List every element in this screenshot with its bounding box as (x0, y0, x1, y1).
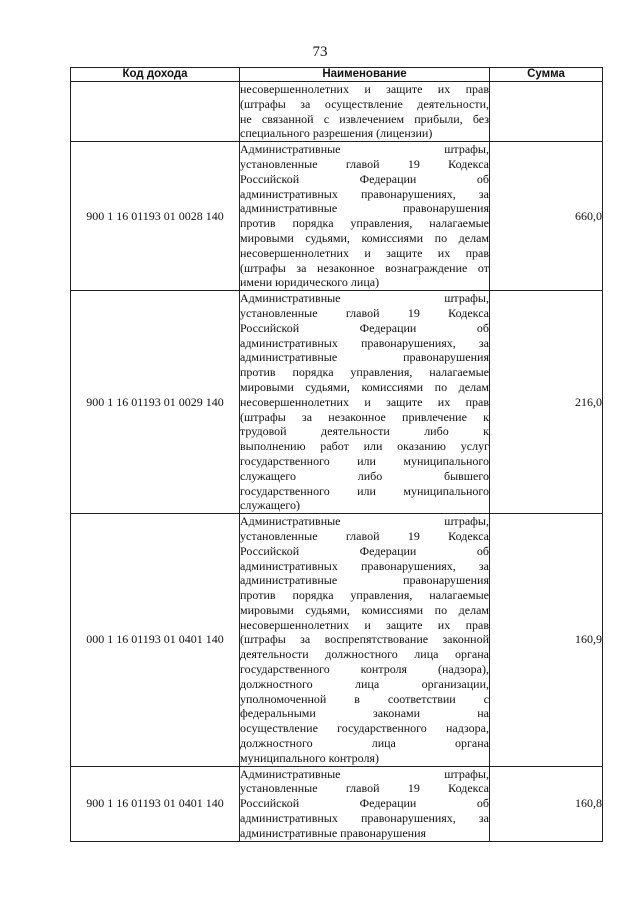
name-text-line: федеральными законами на (240, 706, 489, 721)
name-text-line: уполномоченной в соответствии с (240, 691, 489, 706)
name-text-line: трудовой деятельности либо к (240, 424, 489, 439)
revenue-code-cell: 900 1 16 01193 01 0028 140 (71, 142, 240, 291)
name-text-line: установленные главой 19 Кодекса (240, 528, 489, 543)
name-text-line: Российской Федерации об (240, 796, 489, 811)
name-text-line: (штрафы за незаконное вознаграждение от (240, 260, 489, 275)
table-row (71, 142, 603, 291)
name-text-line: административных правонарушениях, за (240, 335, 489, 350)
name-text-line: специального разрешения (лицензии) (240, 126, 433, 141)
name-text-line: должностного лица органа (240, 736, 489, 751)
name-text-line: установленные главой 19 Кодекса (240, 156, 489, 171)
name-text-line: установленные главой 19 Кодекса (240, 305, 489, 320)
name-text-line: несовершеннолетних и защите их прав (240, 82, 489, 96)
header-name: Наименование (240, 68, 490, 82)
name-text-line: государственного или муниципального (240, 453, 489, 468)
name-text-line: деятельности должностного лица органа (240, 647, 489, 662)
amount-cell: 216,0 (490, 291, 603, 514)
name-text-line: Административные штрафы, (240, 514, 489, 529)
table-row (71, 82, 603, 142)
header-code: Код дохода (71, 68, 240, 82)
name-text-line: осуществление государственного надзора, (240, 721, 489, 736)
name-text-line: административных правонарушениях, за (240, 811, 489, 826)
revenue-code-cell: 000 1 16 01193 01 0401 140 (71, 514, 240, 767)
revenue-name-cell (240, 766, 490, 841)
revenue-name-cell (240, 291, 490, 514)
name-text-line: административные правонарушения (240, 350, 489, 365)
name-text-line: мировыми судьями, комиссиями по делам (240, 230, 489, 245)
name-text-line: выполнению работ или оказанию услуг (240, 439, 489, 454)
name-text-line: (штрафы за воспрепятствование законной (240, 632, 489, 647)
name-text-line: административные правонарушения (240, 201, 489, 216)
table-body (71, 82, 603, 842)
table-row (71, 291, 603, 514)
name-text-line: административные правонарушения (240, 573, 489, 588)
name-text-line: Российской Федерации об (240, 543, 489, 558)
revenue-table (70, 67, 603, 842)
name-text-line: муниципального контроля) (240, 750, 380, 765)
name-text-line: должностного лица организации, (240, 676, 489, 691)
amount-cell: 160,9 (490, 514, 603, 767)
table-header-row (71, 68, 603, 82)
name-text-line: (штрафы за незаконное привлечение к (240, 409, 489, 424)
name-text-line: служащего либо бывшего (240, 468, 489, 483)
name-text-line: государственного контроля (надзора), (240, 662, 489, 677)
name-text-line: Российской Федерации об (240, 171, 489, 186)
name-text-line: против порядка управления, налагаемые (240, 365, 489, 380)
name-text-line: несовершеннолетних и защите их прав (240, 245, 489, 260)
name-text-line: мировыми судьями, комиссиями по делам (240, 602, 489, 617)
name-text-line: установленные главой 19 Кодекса (240, 781, 489, 796)
revenue-code-cell: 900 1 16 01193 01 0029 140 (71, 291, 240, 514)
revenue-name-cell (240, 514, 490, 767)
name-text-line: имени юридического лица) (240, 275, 380, 290)
name-text-line: мировыми судьями, комиссиями по делам (240, 379, 489, 394)
name-text-line: против порядка управления, налагаемые (240, 216, 489, 231)
name-text-line: не связанной с извлечением прибыли, без (240, 111, 489, 126)
name-text-line: административных правонарушениях, за (240, 186, 489, 201)
table-row (71, 514, 603, 767)
amount-cell: 660,0 (490, 142, 603, 291)
revenue-code-cell (71, 82, 240, 142)
name-text-line: (штрафы за осуществление деятельности, (240, 96, 489, 111)
amount-cell: 160,8 (490, 766, 603, 841)
name-text-line: несовершеннолетних и защите их прав (240, 394, 489, 409)
name-text-line: Российской Федерации об (240, 320, 489, 335)
name-text-line: государственного или муниципального (240, 483, 489, 498)
name-text-line: служащего) (240, 498, 300, 513)
revenue-code-cell: 900 1 16 01193 01 0401 140 (71, 766, 240, 841)
header-sum: Сумма (490, 68, 603, 82)
revenue-name-cell (240, 142, 490, 291)
name-text-line: административные правонарушения (240, 825, 427, 840)
name-text-line: несовершеннолетних и защите их прав (240, 617, 489, 632)
name-text-line: Административные штрафы, (240, 766, 489, 781)
page-number: 73 (312, 44, 328, 60)
name-text-line: против порядка управления, налагаемые (240, 588, 489, 603)
name-text-line: административных правонарушениях, за (240, 558, 489, 573)
name-text-line: Административные штрафы, (240, 291, 489, 306)
amount-cell (490, 82, 603, 142)
revenue-name-cell (240, 82, 490, 142)
table-row (71, 766, 603, 841)
name-text-line: Административные штрафы, (240, 142, 489, 157)
